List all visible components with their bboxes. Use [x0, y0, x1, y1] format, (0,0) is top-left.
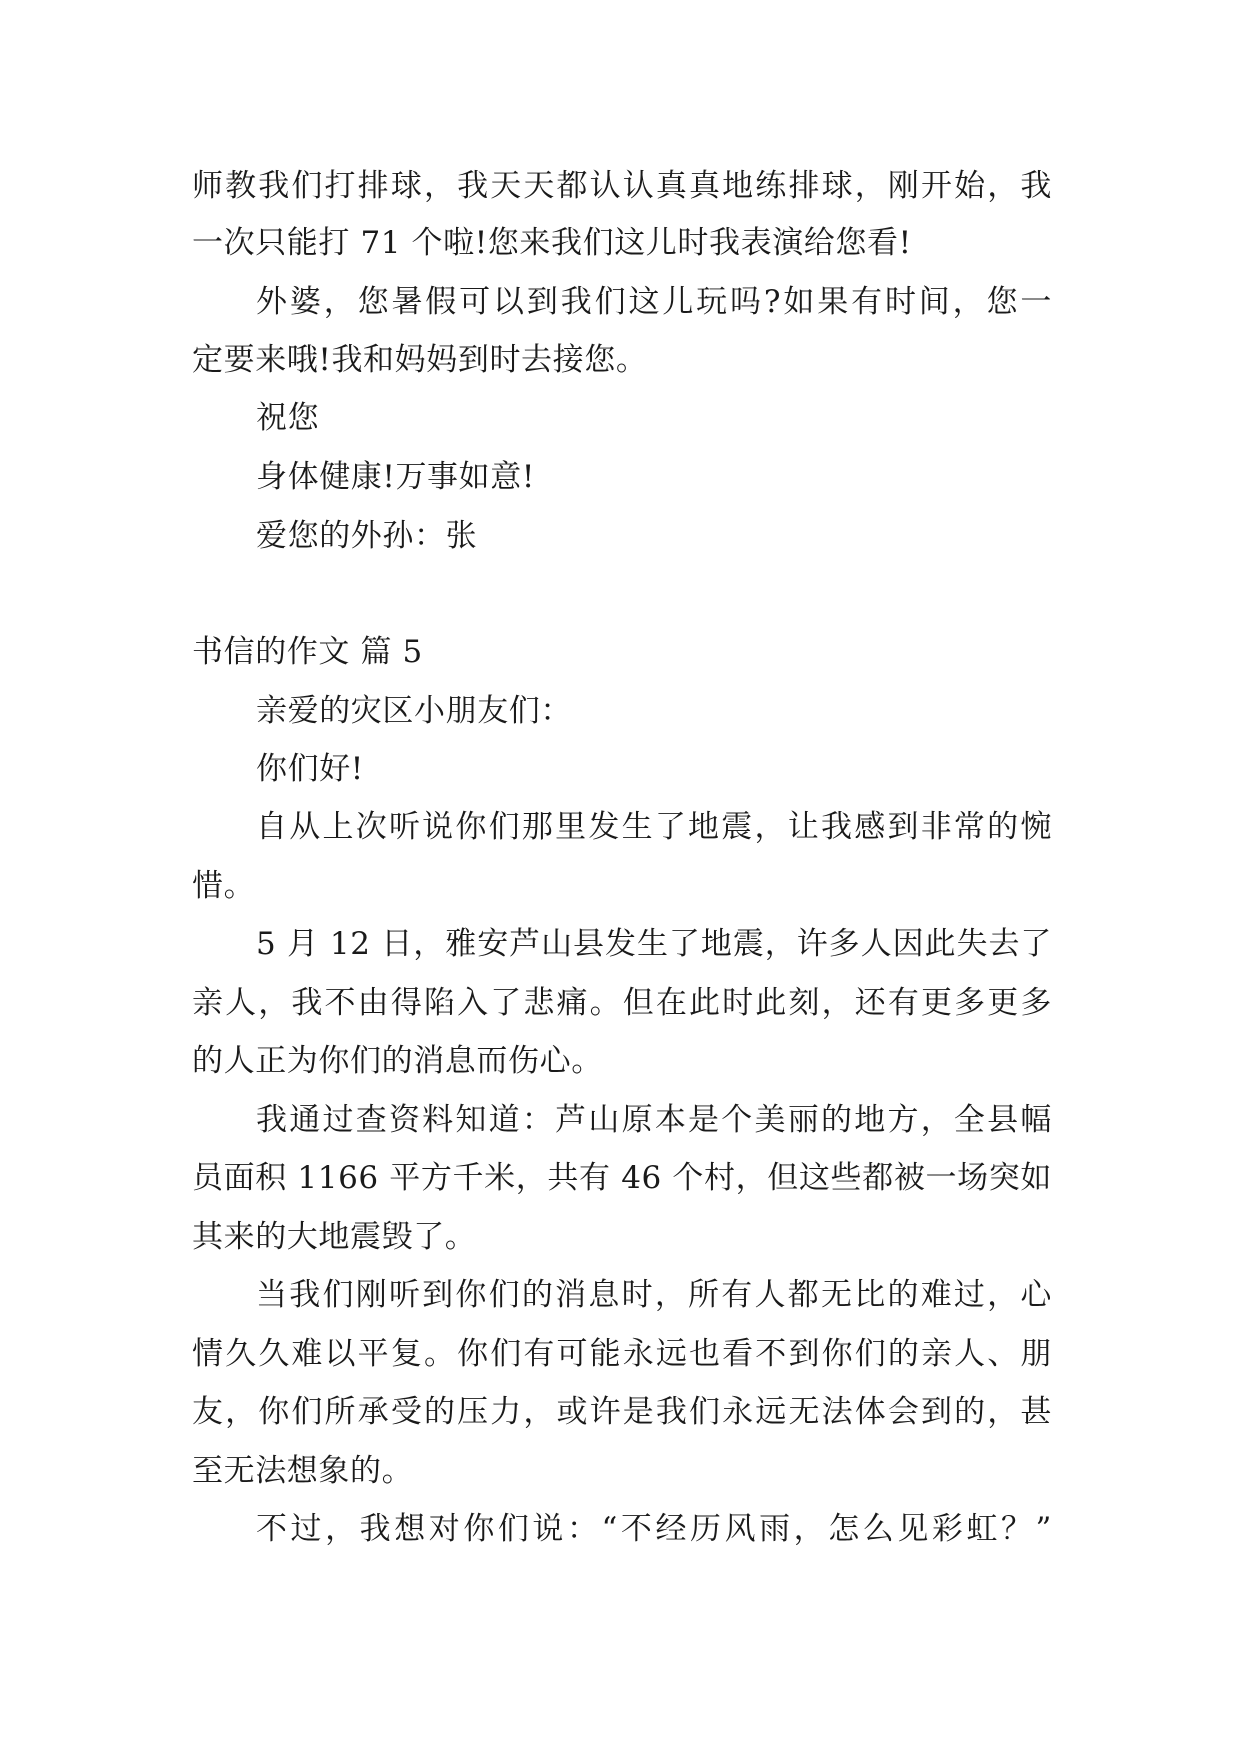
- letter5-paragraph2-line2: 亲人，我不由得陷入了悲痛。但在此时此刻，还有更多更多: [192, 985, 1052, 1021]
- letter5-paragraph5-line1: 不过，我想对你们说：“不经历风雨，怎么见彩虹？”: [256, 1511, 1052, 1547]
- letter5-paragraph2-line1: 5 月 12 日，雅安芦山县发生了地震，许多人因此失去了: [256, 926, 1052, 962]
- letter5-paragraph4-line4: 至无法想象的。: [192, 1453, 414, 1489]
- letter5-paragraph1-line1: 自从上次听说你们那里发生了地震，让我感到非常的惋: [256, 809, 1052, 845]
- letter5-greeting: 你们好!: [256, 751, 364, 787]
- letter5-paragraph1-line2: 惜。: [192, 868, 256, 904]
- letter4-paragraph2-line2: 定要来哦!我和妈妈到时去接您。: [192, 342, 648, 378]
- letter4-signature: 爱您的外孙：张: [256, 518, 478, 554]
- section-heading: 书信的作文 篇 5: [192, 634, 423, 670]
- letter4-paragraph1-line2: 一次只能打 71 个啦!您来我们这儿时我表演给您看!: [192, 225, 912, 261]
- letter5-paragraph3-line3: 其来的大地震毁了。: [192, 1219, 477, 1255]
- letter5-paragraph4-line3: 友，你们所承受的压力，或许是我们永远无法体会到的，甚: [192, 1394, 1052, 1430]
- letter5-paragraph3-line1: 我通过查资料知道：芦山原本是个美丽的地方，全县幅: [256, 1102, 1052, 1138]
- letter4-paragraph1-line1: 师教我们打排球，我天天都认认真真地练排球，刚开始，我: [192, 168, 1052, 204]
- letter5-paragraph4-line1: 当我们刚听到你们的消息时，所有人都无比的难过，心: [256, 1277, 1052, 1313]
- letter4-paragraph2-line1: 外婆，您暑假可以到我们这儿玩吗?如果有时间，您一: [256, 284, 1052, 320]
- letter4-closing-wish: 祝您: [256, 400, 320, 436]
- letter5-salutation: 亲爱的灾区小朋友们：: [256, 693, 572, 729]
- letter5-paragraph4-line2: 情久久难以平复。你们有可能永远也看不到你们的亲人、朋: [192, 1336, 1052, 1372]
- letter5-paragraph2-line3: 的人正为你们的消息而伤心。: [192, 1043, 603, 1079]
- letter5-paragraph3-line2: 员面积 1166 平方千米，共有 46 个村，但这些都被一场突如: [192, 1160, 1052, 1196]
- letter4-closing-blessing: 身体健康!万事如意!: [256, 459, 535, 495]
